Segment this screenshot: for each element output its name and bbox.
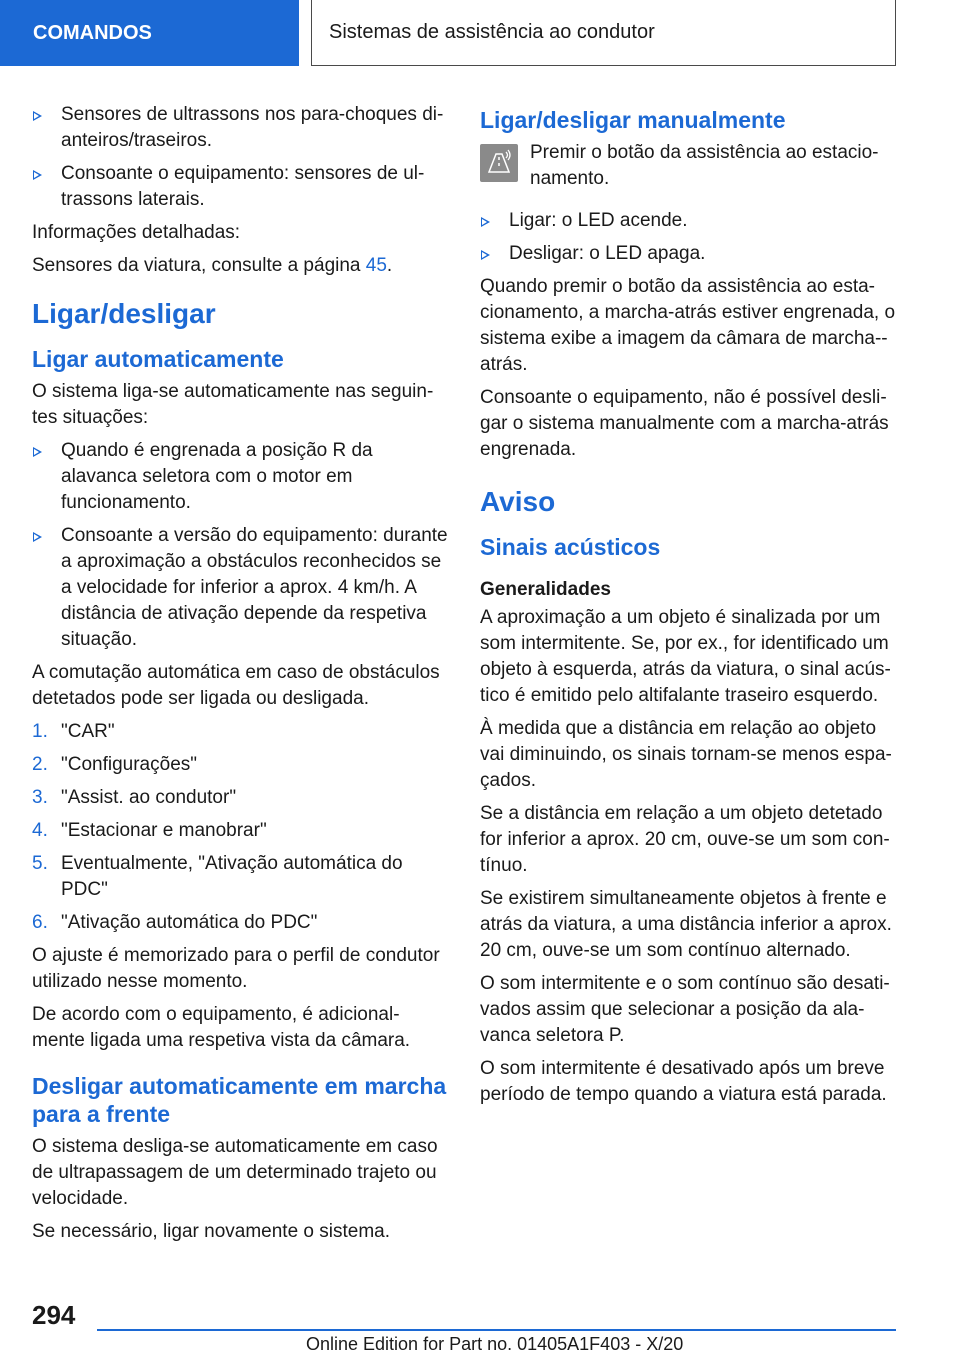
led-list bbox=[480, 208, 896, 267]
info-label: Informações detalhadas: bbox=[32, 222, 241, 243]
page-reference-link[interactable]: 45 bbox=[365, 255, 387, 276]
section-tab: COMANDOS bbox=[0, 0, 299, 66]
footer-divider bbox=[97, 1329, 896, 1331]
auto-intro-text: O sistema liga-se automaticamente nas seguin-tes situações: bbox=[32, 381, 434, 428]
ajuste-text: O ajuste é memorizado para o perfil de condutor utilizado nesse momento. bbox=[32, 945, 440, 992]
triangle-bullet-icon bbox=[33, 447, 42, 457]
heading-ligar-desligar-manualmente: Ligar/desligar manualmente bbox=[480, 107, 786, 133]
page-header-title: Sistemas de assistência ao condutor bbox=[311, 0, 896, 66]
park-assist-button-icon bbox=[480, 144, 518, 182]
triangle-bullet-icon bbox=[33, 532, 42, 542]
triangle-bullet-icon bbox=[33, 170, 42, 180]
list-item: Desligar: o LED apaga. bbox=[480, 241, 896, 267]
step-item: 3. "Assist. ao condutor" bbox=[32, 787, 237, 808]
heading-aviso: Aviso bbox=[480, 486, 556, 517]
medida-text: À medida que a distância em relação ao objeto vai diminuindo, os sinais tornam-se menos espa-çados. bbox=[480, 718, 892, 791]
premir-text: Premir o botão da assistência ao estacio-namento. bbox=[530, 142, 879, 189]
list-item: Ligar: o LED acende. bbox=[480, 208, 896, 234]
edition-text: Online Edition for Part no. 01405A1F403 - X/20 bbox=[306, 1334, 684, 1354]
desativados-text: O som intermitente e o som contínuo são desati-vados assim que selecionar a posição da ala-vanca seletora P. bbox=[480, 973, 890, 1046]
left-column bbox=[32, 102, 450, 1252]
triangle-bullet-icon bbox=[33, 111, 42, 121]
heading-sinais-acusticos: Sinais acústicos bbox=[480, 534, 661, 560]
button-instruction bbox=[480, 140, 896, 192]
heading-ligar-automaticamente: Ligar automaticamente bbox=[32, 346, 284, 372]
sensors-reference: Sensores da viatura, consulte a página 45. bbox=[32, 255, 393, 276]
page-number: 294 bbox=[32, 1300, 76, 1330]
list-item: Sensores de ultrassons nos para-choques di-anteiros/traseiros. bbox=[32, 102, 450, 154]
auto-conditions-list bbox=[32, 438, 450, 653]
right-column bbox=[480, 102, 896, 1115]
quando-text: Quando premir o botão da assistência ao esta-cionamento, a marcha-atrás estiver engrenada, o sistema exibe a imagem da câmara de marcha--atrás. bbox=[480, 276, 896, 375]
step-item: 2. "Configurações" bbox=[32, 754, 198, 775]
simultaneo-text: Se existirem simultaneamente objetos à frente e atrás da viatura, a uma distância inferior a aprox. 20 cm, ouve-se um som contínuo alternado. bbox=[480, 888, 892, 961]
list-item: Consoante a versão do equipamento: durante a aproximação a obstáculos reconhecidos se a velocidade for inferior a aprox. 4 km/h. A distância de ativação depende da respetiva situação. bbox=[32, 523, 450, 653]
desliga-text: O sistema desliga-se automaticamente em caso de ultrapassagem de um determinado trajeto ou velocidade. bbox=[32, 1136, 438, 1209]
heading-generalidades: Generalidades bbox=[480, 579, 611, 600]
heading-ligar-desligar: Ligar/desligar bbox=[32, 298, 216, 329]
step-item: 5. Eventualmente, "Ativação automática do PDC" bbox=[32, 853, 403, 900]
breve-text: O som intermitente é desativado após um breve período de tempo quando a viatura está parada. bbox=[480, 1058, 887, 1105]
camera-view-text: De acordo com o equipamento, é adicional-mente ligada uma respetiva vista da câmara. bbox=[32, 1004, 411, 1051]
triangle-bullet-icon bbox=[481, 250, 490, 260]
distancia-text: Se a distância em relação a um objeto detetado for inferior a aprox. 20 cm, ouve-se um som con-tínuo. bbox=[480, 803, 890, 876]
heading-desligar-automaticamente: Desligar automaticamente em marcha para a frente bbox=[32, 1073, 447, 1127]
step-item: 4. "Estacionar e manobrar" bbox=[32, 820, 267, 841]
necessario-text: Se necessário, ligar novamente o sistema. bbox=[32, 1221, 391, 1242]
list-item: Quando é engrenada a posição R da alavanca seletora com o motor em funcionamento. bbox=[32, 438, 450, 516]
sensor-list bbox=[32, 102, 450, 213]
step-item: 1. "CAR" bbox=[32, 721, 115, 742]
consoante-text: Consoante o equipamento, não é possível desli-gar o sistema manualmente com a marcha-atrás engrenada. bbox=[480, 387, 889, 460]
triangle-bullet-icon bbox=[481, 217, 490, 227]
aproximacao-text: A aproximação a um objeto é sinalizada por um som intermitente. Se, por ex., for identificado um objeto à esquerda, atrás da viatura, o sinal acús-tico é emitido pelo altifalante traseiro esquerdo. bbox=[480, 607, 891, 706]
comutacao-text: A comutação automática em caso de obstáculos detetados pode ser ligada ou desligada. bbox=[32, 662, 440, 709]
settings-steps bbox=[32, 719, 450, 936]
step-item: 6. "Ativação automática do PDC" bbox=[32, 912, 318, 933]
list-item: Consoante o equipamento: sensores de ul-trassons laterais. bbox=[32, 161, 450, 213]
